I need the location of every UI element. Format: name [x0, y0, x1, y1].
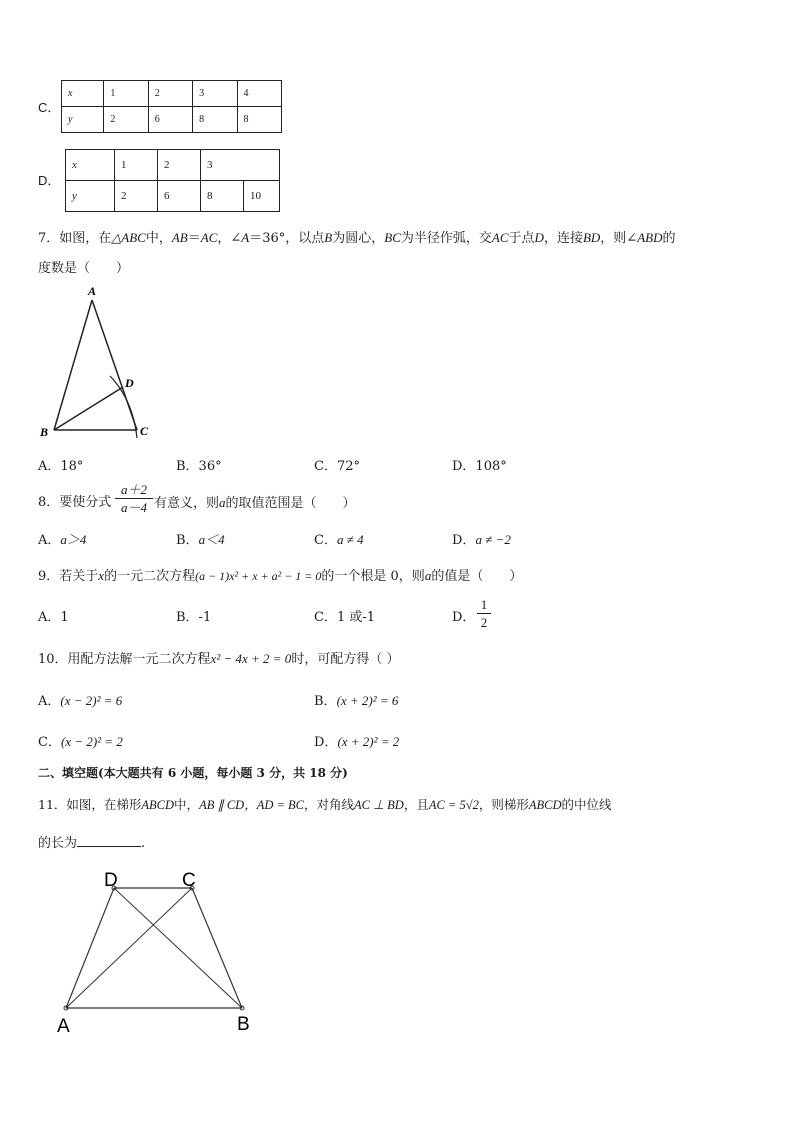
q9-option-d-fraction	[477, 598, 491, 629]
table-cell: 2	[148, 81, 192, 107]
label-a: A	[88, 284, 97, 298]
q9-option-b: B．-1	[176, 610, 212, 625]
q8-fraction	[115, 483, 153, 514]
q9-stem: 9．若关于x的一元二次方程(a − 1)x² + x + a² − 1 = 0的一个根是 0，则a的值是（ ）	[38, 568, 523, 584]
answer-blank	[77, 835, 141, 847]
q6-option-d-label: D．	[38, 173, 61, 188]
q8-option-a: A．a＞4	[38, 532, 87, 548]
q9-option-d-label: D．	[452, 610, 476, 625]
table-cell: 2	[115, 181, 158, 212]
q6-option-c-table	[61, 80, 282, 133]
label-c: C	[140, 424, 149, 438]
label-b: B	[40, 425, 49, 439]
q9-option-a: A．1	[38, 610, 69, 625]
table-cell: 1	[115, 150, 158, 181]
q6-option-d-table	[65, 149, 280, 212]
segment-ad	[66, 888, 114, 1008]
table-cell: 10	[244, 181, 280, 212]
q11-trapezoid-figure	[50, 862, 270, 1042]
table-cell: 2	[158, 150, 201, 181]
q8-prefix: 8．要使分式	[38, 495, 112, 510]
q10-option-c: C．(x − 2)² = 2	[38, 734, 123, 750]
q9-option-c: C．1 或-1	[314, 610, 376, 625]
q9-option-d-denominator: 2	[480, 615, 488, 630]
label-a: A	[57, 1016, 70, 1037]
segment-ac	[92, 300, 137, 430]
q9-equation: (a − 1)x² + x + a² − 1 = 0	[195, 569, 322, 583]
q10-equation: x² − 4x + 2 = 0	[210, 651, 292, 666]
diagonal-ac	[66, 888, 192, 1008]
q10-option-a: A．(x − 2)² = 6	[38, 693, 123, 709]
q7-triangle-figure	[30, 280, 160, 445]
table-cell: 3	[201, 150, 280, 181]
q8-option-c: C．a ≠ 4	[314, 532, 364, 548]
diagonal-bd	[114, 888, 242, 1008]
q10-stem: 10．用配方法解一元二次方程x² − 4x + 2 = 0时，可配方得（ ）	[38, 651, 400, 667]
segment-bc	[192, 888, 242, 1008]
table-cell: 3	[193, 81, 237, 107]
label-c: C	[182, 870, 196, 891]
table-header-y: y	[62, 107, 104, 133]
q8-numerator: a＋2	[120, 482, 147, 497]
label-d: D	[104, 870, 118, 891]
table-cell: 1	[104, 81, 148, 107]
q7-stem-line2: 度数是（ ）	[38, 261, 130, 276]
label-d: D	[125, 376, 134, 390]
label-b: B	[237, 1014, 250, 1035]
q8-option-d: D．a ≠ −2	[452, 532, 511, 548]
table-cell: 6	[158, 181, 201, 212]
q10-option-b: B．(x + 2)² = 6	[314, 693, 399, 709]
q9-option-d-numerator: 1	[480, 597, 488, 612]
table-cell: 8	[201, 181, 244, 212]
table-cell: 8	[193, 107, 237, 133]
q7-option-d: D．108°	[452, 459, 507, 474]
table-cell: 6	[148, 107, 192, 133]
q10-option-d: D．(x + 2)² = 2	[314, 734, 400, 750]
q8-option-b: B．a＜4	[176, 532, 225, 548]
q11-stem-line1: 11．如图，在梯形ABCD中，AB ∥ CD，AD = BC，对角线AC ⊥ BD，且AC = 5√2，则梯形ABCD的中位线	[38, 797, 612, 812]
q8-suffix: 有意义，则a的取值范围是（ ）	[154, 495, 356, 511]
table-header-y: y	[66, 181, 115, 212]
table-cell: 4	[237, 81, 281, 107]
q7-option-b: B．36°	[176, 459, 222, 474]
table-cell: 8	[237, 107, 281, 133]
q7-option-c: C．72°	[314, 459, 360, 474]
q7-option-a: A．18°	[38, 459, 84, 474]
q11-stem-line2: 的长为 .	[38, 836, 146, 851]
table-cell: 2	[104, 107, 148, 133]
q6-option-c-label: C．	[38, 100, 61, 115]
q8-denominator: a－4	[120, 500, 147, 515]
table-header-x: x	[62, 81, 104, 107]
q7-stem-line1: 7．如图，在△ABC中，AB＝AC，∠A＝36°，以点B为圆心，BC为半径作弧，交AC于点D，连接BD，则∠ABD的	[38, 230, 676, 246]
section-title: 二、填空题(本大题共有 6 小题，每小题 3 分，共 18 分)	[38, 766, 348, 780]
table-header-x: x	[66, 150, 115, 181]
